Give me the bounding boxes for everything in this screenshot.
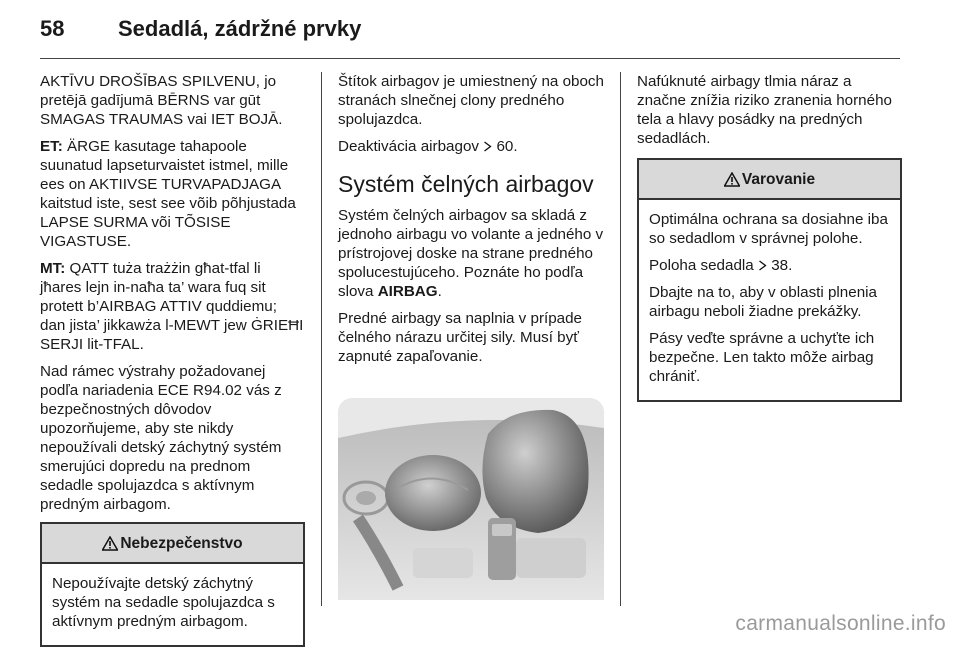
inflation-text: Predné airbagy sa naplnia v prípade čelného nárazu určitej sily. Musí byť zapnuté zapaľovanie. [338,310,583,365]
system-description [338,206,608,301]
page-number: 58 [40,16,65,41]
et-text: ÄRGE kasutage tahapoole suunatud lapseturvaistet istmel, mille ees on AKTIIVSE TURVAPADJAGA kaitstud iste, sest see võib põhjustada LAPSE SURMA või TÕSISE VIGASTUSE. [40,138,296,250]
warning-box-title: Varovanie [741,170,816,188]
airbag-illustration [338,398,604,600]
warning-box-body [639,200,900,400]
danger-box [40,522,305,647]
mt-text: QATT tuża trażżin għat-tfal li jħares lejn in-naħa ta’ wara fuq sit protett b’AIRBAG ATTIV quddiemu; dan jista’ jikkawża l-MEWT jew ĠRIEĦI SERJI lit-TFAL. [40,260,304,353]
column-divider-1 [321,72,322,606]
warning-box-header [639,160,900,200]
airbag-label-text: Štítok airbagov je umiestnený na oboch stranách slnečnej clony predného spolujazdca. [338,73,604,128]
page-reference-arrow-icon [483,141,492,152]
danger-box-text: Nepoužívajte detský záchytný systém na sedadle spolujazdca s aktívnym predným airbagom. [52,575,275,630]
seat-position-text: Poloha sedadla [649,257,754,274]
page-reference-arrow-icon [758,260,767,271]
page-title: Sedadlá, zádržné prvky [118,16,362,41]
warning-intro-text: Nad rámec výstrahy požadovanej podľa nariadenia ECE R94.02 vás z bezpečnostných dôvodov upozorňujeme, aby ste nikdy nepoužívali detský záchytný systém smerujúci dopredu na prednom sedadle spolujazdca s aktívnym predným airbagom. [40,363,282,513]
section-heading: Systém čelných airbagov [338,171,594,197]
et-warning [40,137,305,251]
column-2 [338,72,608,605]
page-header [0,0,960,56]
seat-position-reference[interactable] [649,256,892,275]
warning-box [637,158,902,402]
et-label: ET: [40,138,63,155]
lv-warning-text: AKTĪVU DROŠĪBAS SPILVENU, jo pretējā gadījumā BĒRNS var gūt SMAGAS TRAUMAS vai IET BOJĀ. [40,73,283,128]
danger-box-header [42,524,303,564]
danger-box-body [42,564,303,645]
warning-triangle-icon [102,536,118,551]
warning-p1: Optimálna ochrana sa dosiahne iba so sedadlom v správnej polohe. [649,211,888,247]
warning-triangle-icon [724,172,740,187]
warning-p4: Pásy veďte správne a uchyťte ich bezpečne. Len takto môže airbag chrániť. [649,330,875,385]
seat-position-page-ref: 38. [771,257,793,274]
danger-box-title: Nebezpečenstvo [120,534,243,552]
column-divider-2 [620,72,621,606]
airbag-effect-text: Nafúknuté airbagy tlmia náraz a značne znížia riziko zranenia horného tela a hlavy posádky na predných sedadlách. [637,73,892,147]
mt-warning [40,259,305,354]
mt-label: MT: [40,260,66,277]
column-3 [637,72,902,402]
airbag-keyword: AIRBAG [377,283,438,300]
system-text: Systém čelných airbagov sa skladá z jednoho airbagu vo volante a jedného v prístrojovej doske na strane predného spolucestujúceho. Poznáte ho podľa slova [338,207,604,300]
deactivation-text: Deaktivácia airbagov [338,138,479,155]
deactivation-page-ref: 60. [496,138,518,155]
column-1 [40,72,305,647]
system-text-end: . [437,283,442,300]
header-divider [40,58,900,59]
warning-p3: Dbajte na to, aby v oblasti plnenia airbagu neboli žiadne prekážky. [649,284,877,320]
deactivation-reference[interactable] [338,137,608,156]
watermark: carmanualsonline.info [735,612,946,635]
